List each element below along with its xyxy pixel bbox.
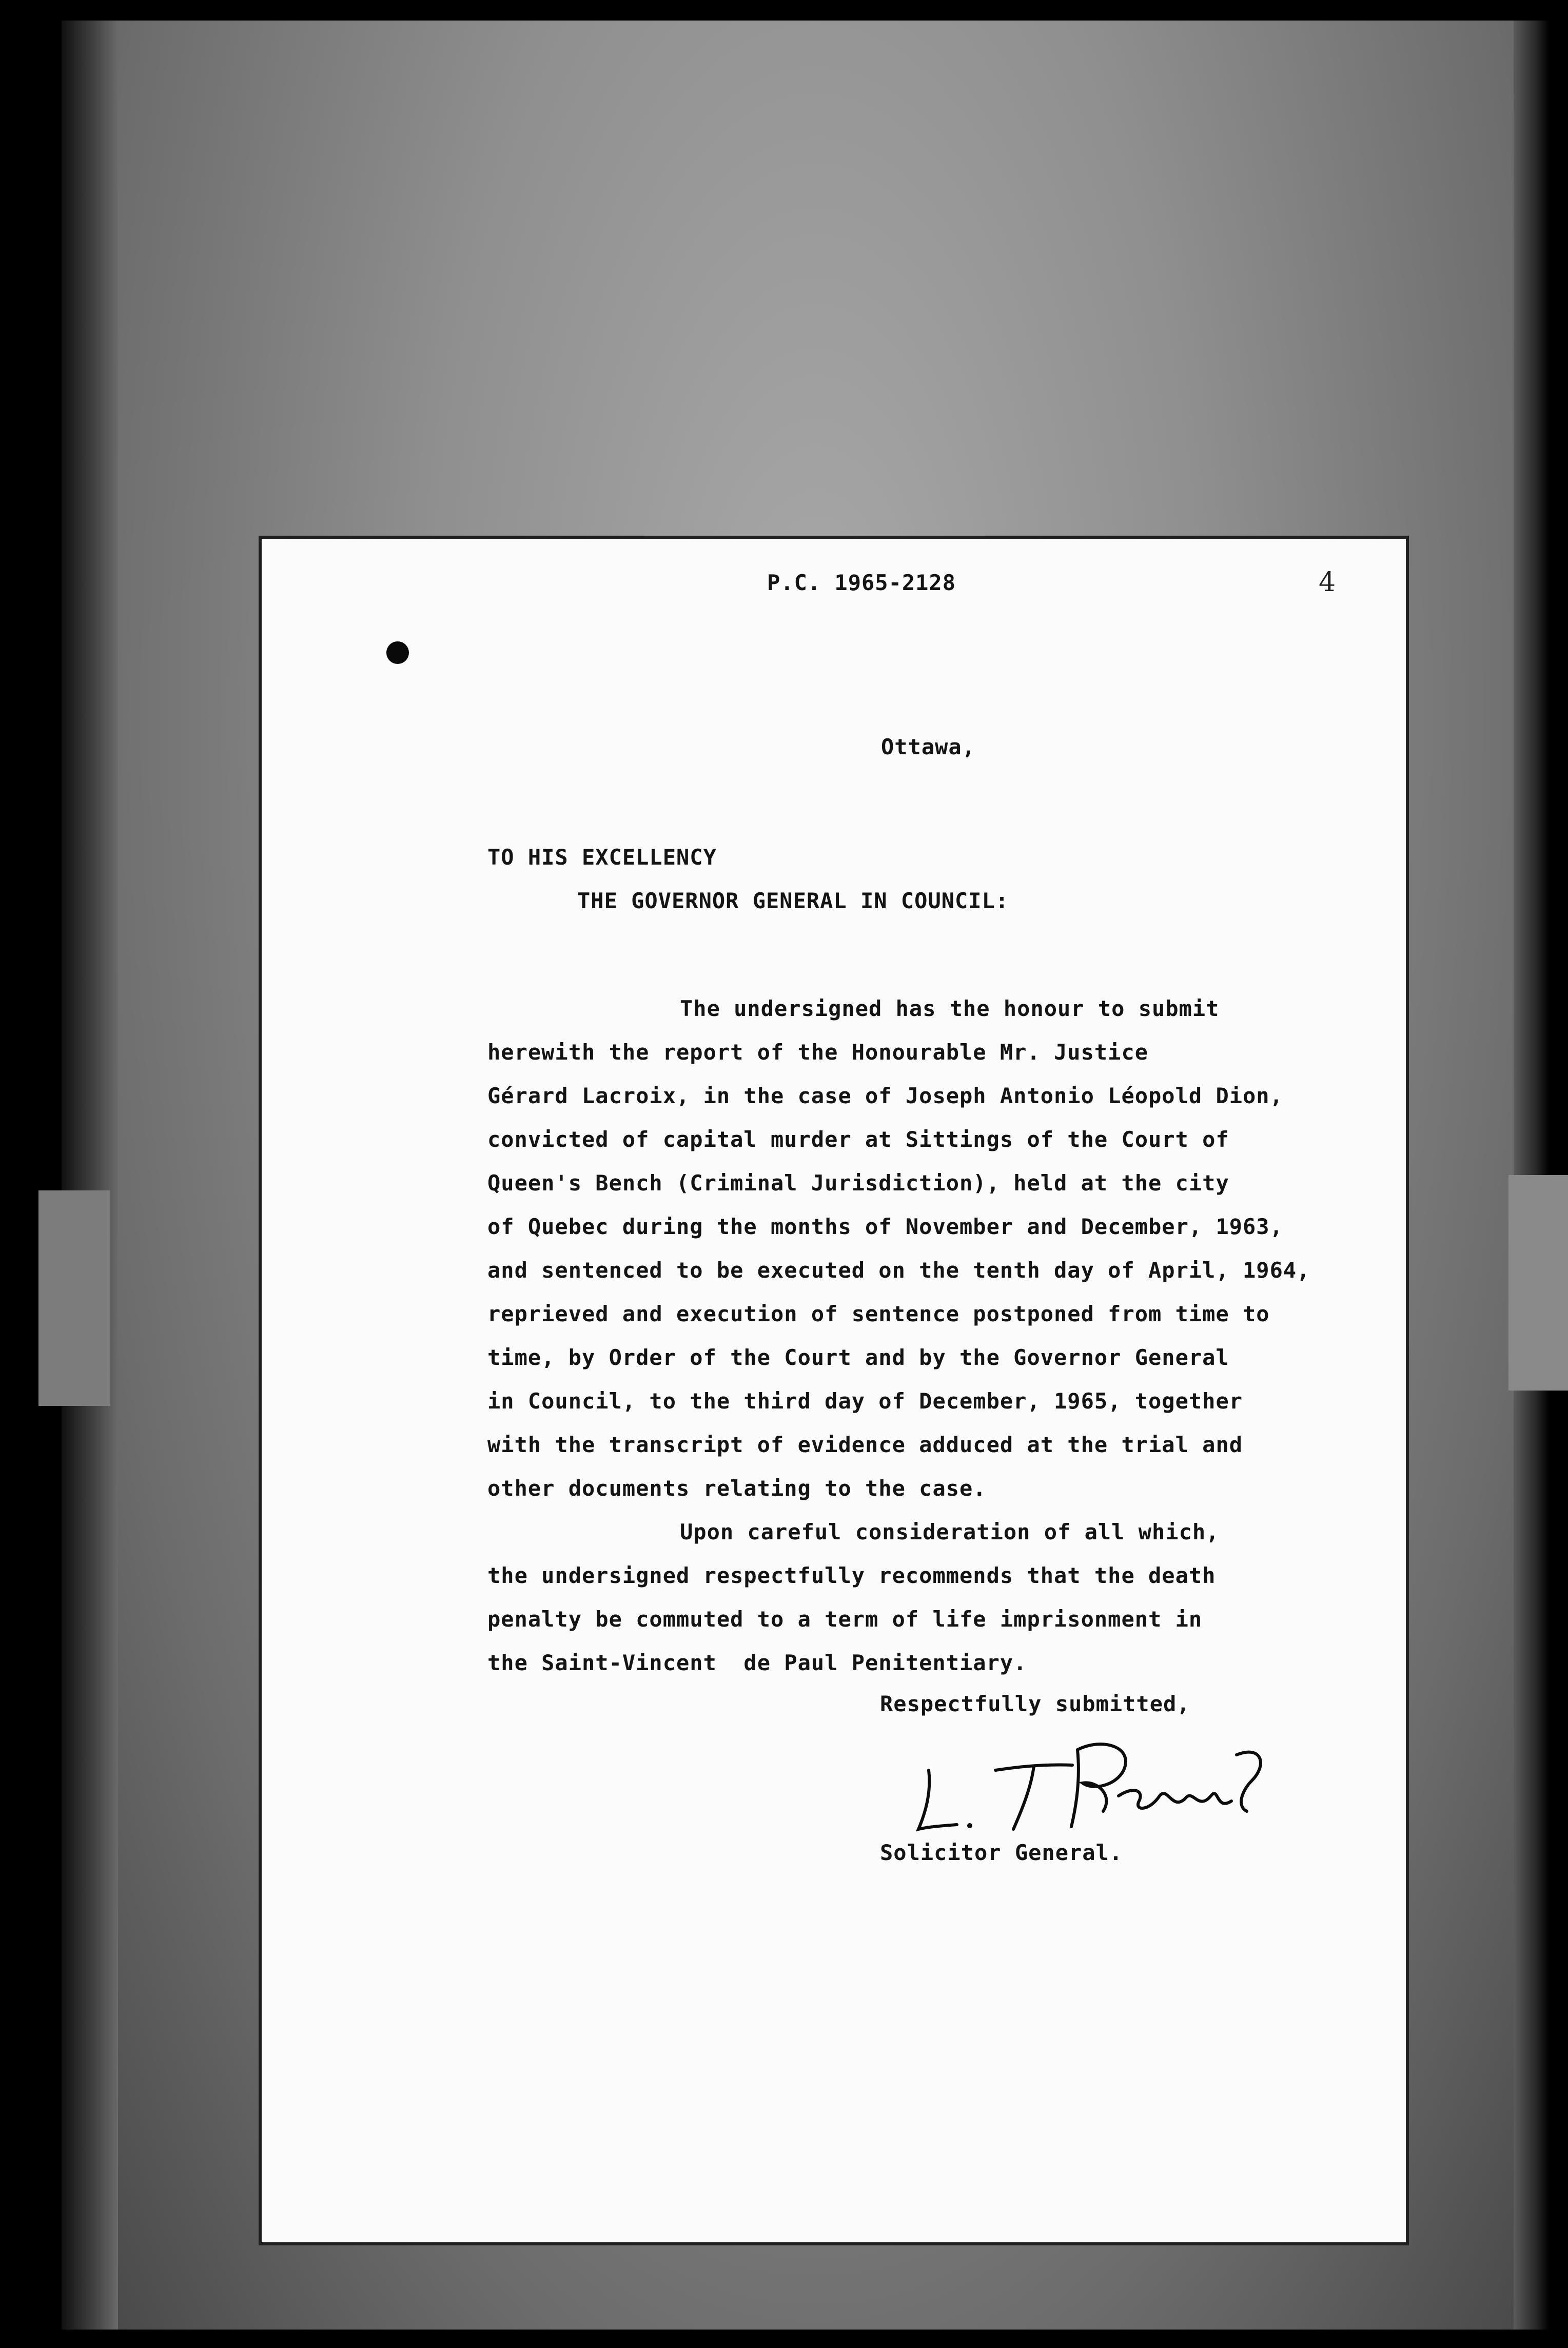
- body-line: Upon careful consideration of all which,: [680, 1519, 1220, 1544]
- body-line: Queen's Bench (Criminal Jurisdiction), held at the city: [487, 1170, 1229, 1196]
- body-line: and sentenced to be executed on the tenth day of April, 1964,: [487, 1258, 1310, 1283]
- body-line: reprieved and execution of sentence postponed from time to: [487, 1301, 1270, 1326]
- body-line: penalty be commuted to a term of life imprisonment in: [487, 1607, 1203, 1632]
- body-line: other documents relating to the case.: [487, 1476, 987, 1501]
- handwritten-signature: [908, 1734, 1278, 1852]
- body-line: the undersigned respectfully recommends that the death: [487, 1563, 1216, 1588]
- page-number: 4: [1319, 567, 1336, 598]
- hole-punch-mark: [386, 641, 409, 664]
- body-line: the Saint-Vincent de Paul Penitentiary.: [487, 1650, 1027, 1675]
- tape-strip-right: [1508, 1175, 1568, 1391]
- body-line: herewith the report of the Honourable Mr. Justice: [487, 1040, 1149, 1065]
- body-line: with the transcript of evidence adduced at the trial and: [487, 1432, 1243, 1457]
- body-line: Gérard Lacroix, in the case of Joseph Antonio Léopold Dion,: [487, 1083, 1283, 1108]
- signer-title: Solicitor General.: [880, 1840, 1123, 1865]
- addressee-line: TO HIS EXCELLENCY: [487, 845, 717, 870]
- body-line: of Quebec during the months of November and December, 1963,: [487, 1214, 1283, 1239]
- body-line: in Council, to the third day of December, 1965, together: [487, 1388, 1243, 1414]
- backing-board-left-edge: [62, 21, 118, 2330]
- body-line: convicted of capital murder at Sittings of the Court of: [487, 1127, 1229, 1152]
- tape-strip-left: [38, 1190, 110, 1406]
- closing-line: Respectfully submitted,: [880, 1691, 1190, 1716]
- addressee-line: THE GOVERNOR GENERAL IN COUNCIL:: [577, 888, 1009, 913]
- typed-page: [262, 539, 1406, 2242]
- body-line: The undersigned has the honour to submit: [680, 996, 1220, 1021]
- place-line: Ottawa,: [881, 734, 976, 759]
- order-number: P.C. 1965-2128: [767, 570, 956, 595]
- body-line: time, by Order of the Court and by the Governor General: [487, 1345, 1229, 1370]
